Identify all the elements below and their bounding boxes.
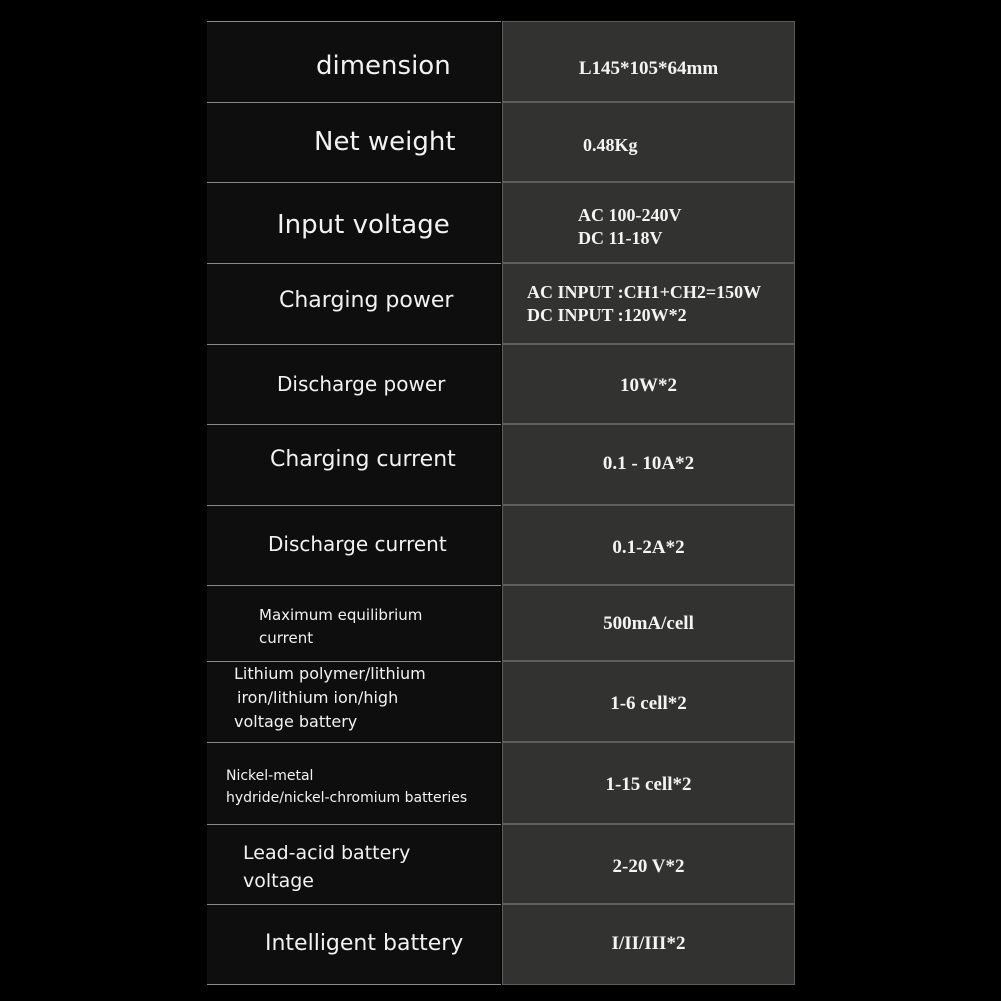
spec-label-cell [207,904,501,985]
spec-value: AC 100-240V DC 11-18V [578,205,682,248]
spec-value: 1-6 cell*2 [610,693,687,714]
spec-label-cell [207,102,501,182]
spec-value-cell [502,182,795,263]
spec-label-cell [207,505,501,585]
spec-label-cell [207,661,501,742]
spec-value: 0.1-2A*2 [612,537,685,558]
spec-row-lead-acid-voltage [207,824,795,904]
spec-value: 0.48Kg [583,135,638,155]
spec-row-input-voltage [207,182,795,263]
spec-label: Lithium polymer/lithium iron/lithium ion/high voltage battery [234,664,426,731]
spec-value-cell [502,661,795,742]
spec-row-charging-current [207,424,795,505]
spec-label-cell [207,424,501,505]
spec-row-lithium-battery [207,661,795,742]
spec-label-cell [207,21,501,102]
spec-value-cell [502,21,795,102]
spec-value-cell [502,505,795,585]
spec-label: Charging power [279,288,454,313]
spec-value-cell [502,344,795,424]
spec-value: 2-20 V*2 [612,856,685,877]
spec-label: Discharge current [268,532,447,556]
spec-value: 0.1 - 10A*2 [602,453,695,474]
spec-label: Lead-acid battery voltage [243,842,411,892]
spec-value: AC INPUT :CH1+CH2=150W DC INPUT :120W*2 [527,282,762,325]
spec-value-cell [502,424,795,505]
spec-row-charging-power [207,263,795,344]
spec-row-discharge-current [207,505,795,585]
spec-row-max-equilibrium-current [207,585,795,661]
spec-label: Nickel-metal hydride/nickel-chromium batteries [226,768,468,806]
spec-row-dimension [207,21,795,102]
spec-value: 10W*2 [620,375,677,396]
spec-label: Maximum equilibrium current [259,606,423,647]
spec-value-cell [502,824,795,904]
spec-row-net-weight [207,102,795,182]
spec-label: Intelligent battery [265,931,464,956]
spec-label: Net weight [314,127,456,157]
spec-label-cell [207,263,501,344]
spec-value: 500mA/cell [603,613,694,634]
spec-row-intelligent-battery [207,904,795,985]
spec-value: 1-15 cell*2 [605,774,692,795]
spec-value: L145*105*64mm [578,58,719,79]
spec-value-cell [502,585,795,661]
spec-row-discharge-power [207,344,795,424]
spec-table [207,21,795,985]
spec-value-cell [502,904,795,985]
spec-label: Input voltage [277,210,450,240]
spec-label-cell [207,182,501,263]
spec-label: Charging current [270,447,456,472]
spec-label: Discharge power [277,372,446,396]
spec-value-cell [502,102,795,182]
spec-label-cell [207,344,501,424]
spec-label: dimension [316,51,451,81]
spec-row-nickel-battery [207,742,795,824]
spec-label-cell [207,742,501,824]
spec-label-cell [207,585,501,661]
spec-value-cell [502,263,795,344]
spec-label-cell [207,824,501,904]
spec-value-cell [502,742,795,824]
spec-value: I/II/III*2 [611,933,686,954]
